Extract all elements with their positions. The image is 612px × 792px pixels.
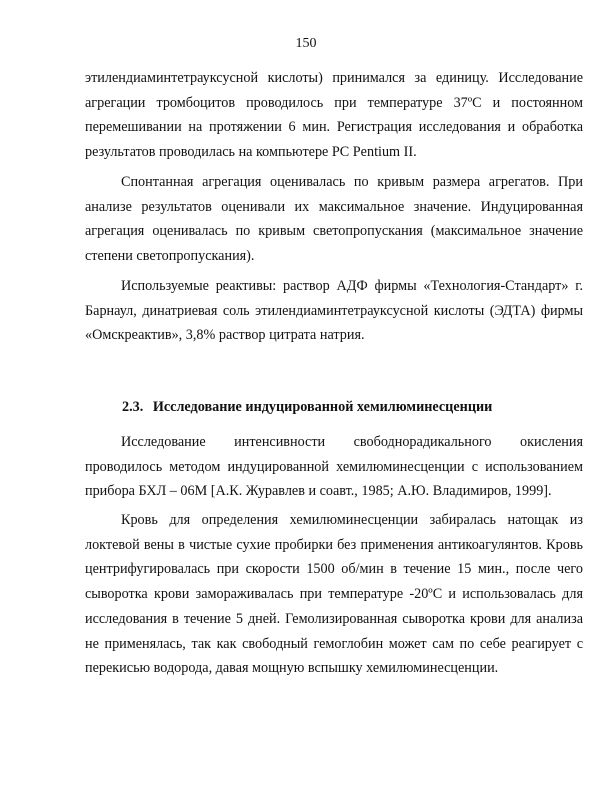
paragraph-3: Используемые реактивы: раствор АДФ фирмы «Технология-Стандарт» г. Барнаул, динатриевая соль этилендиаминтетрауксусной кислоты (ЭДТА) фирмы «Омскреактив», 3,8% раствор цитрата натрия. [85,278,583,344]
section-heading [122,397,492,417]
paragraph-2: Спонтанная агрегация оценивалась по кривым размера агрегатов. При анализе результатов оценивали их максимальное значение. Индуцированная агрегация оценивалась по кривым светопропускания (максимальное значение степени светопропускания). [85,174,583,265]
paragraph-5: Кровь для определения хемилюминесценции забиралась натощак из локтевой вены в чистые сухие пробирки без применения антикоагулянтов. Кровь центрифугировалась при скорости 1500 об/мин в течение 15 мин., после чего сыворотка крови замораживалась при температуре -20ºС и использовалась для исследования в течение 5 дней. Гемолизированная сыворотка крови для анализа не применялась, так как свободный гемоглобин может сам по себе реагирует с перекисью водорода, давая мощную вспышку хемилюминесценции. [85,512,583,677]
section-number: 2.3. [122,399,144,415]
paragraph-4: Исследование интенсивности свободнорадикального окисления проводилось методом индуцированной хемилюминесценции с использованием прибора БХЛ – 06М [А.К. Журавлев и соавт., 1985; А.Ю. Владимиров, 1999]. [85,434,583,500]
paragraph-1: этилендиаминтетрауксусной кислоты) принимался за единицу. Исследование агрегации тромбоцитов проводилось при температуре 37ºС и постоянном перемешивании на протяжении 6 мин. Регистрация исследования и обработка результатов проводилась на компьютере PC Pentium II. [85,70,583,161]
section-title: Исследование индуцированной хемилюминесценции [152,399,493,415]
page-number: 150 [295,36,317,51]
